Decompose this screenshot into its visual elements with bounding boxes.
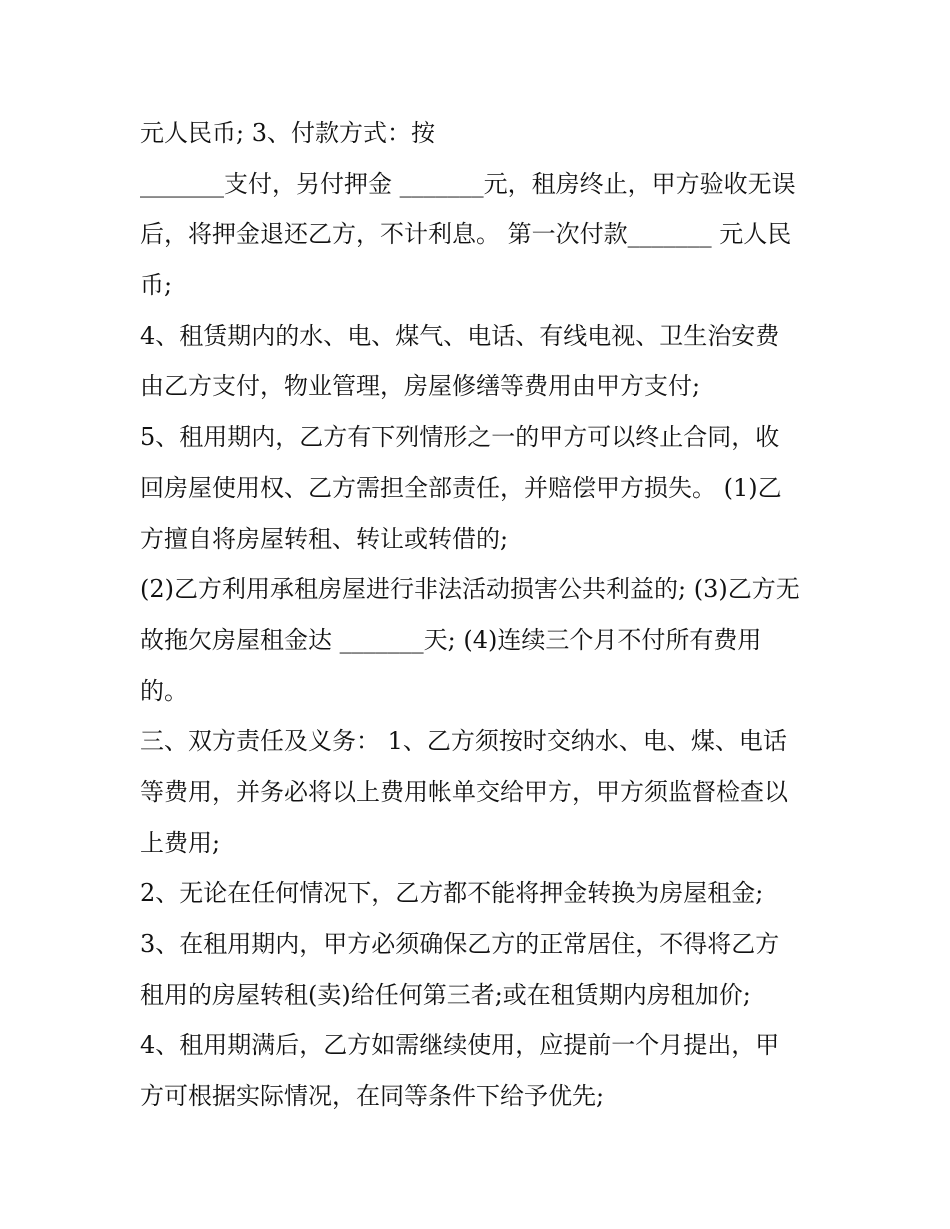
text-line: 上费用; (140, 828, 221, 857)
text-line: 的。 (140, 676, 188, 705)
text-line: 4、租赁期内的水、电、煤气、电话、有线电视、卫生治安费 (140, 321, 780, 350)
text-line: 5、租用期内，乙方有下列情形之一的甲方可以终止合同，收 (140, 423, 780, 452)
text-line: 方可根据实际情况，在同等条件下给予优先; (140, 1082, 605, 1111)
text-line: 回房屋使用权、乙方需担全部责任，并赔偿甲方损失。 (1)乙 (140, 473, 782, 502)
text-line: (2)乙方利用承租房屋进行非法活动损害公共利益的; (3)乙方无 (140, 575, 800, 604)
text-line: 故拖欠房屋租金达 _______天; (4)连续三个月不付所有费用 (140, 625, 762, 654)
contract-text (140, 108, 820, 1122)
text-line: 等费用，并务必将以上费用帐单交给甲方，甲方须监督检查以 (140, 777, 788, 806)
text-line: 由乙方支付，物业管理，房屋修缮等费用由甲方支付; (140, 372, 701, 401)
text-line: 元人民币; 3、付款方式：按 (140, 119, 435, 147)
text-line: 后，将押金退还乙方，不计利息。 第一次付款_______ 元人民 (140, 220, 792, 249)
text-line: 三、双方责任及义务： 1、乙方须按时交纳水、电、煤、电话 (140, 727, 787, 756)
text-line: 3、在租用期内，甲方必须确保乙方的正常居住，不得将乙方 (140, 930, 780, 958)
text-line: 2、无论在任何情况下，乙方都不能将押金转换为房屋租金; (140, 879, 764, 908)
text-line: 方擅自将房屋转租、转让或转借的; (140, 524, 509, 553)
text-line: 租用的房屋转租(卖)给任何第三者;或在租赁期内房租加价; (140, 980, 751, 1009)
text-line: 币; (140, 271, 173, 300)
text-line: 4、租用期满后，乙方如需继续使用，应提前一个月提出，甲 (140, 1031, 780, 1060)
text-line: _______支付，另付押金 _______元，租房终止，甲方验收无误 (140, 169, 796, 198)
